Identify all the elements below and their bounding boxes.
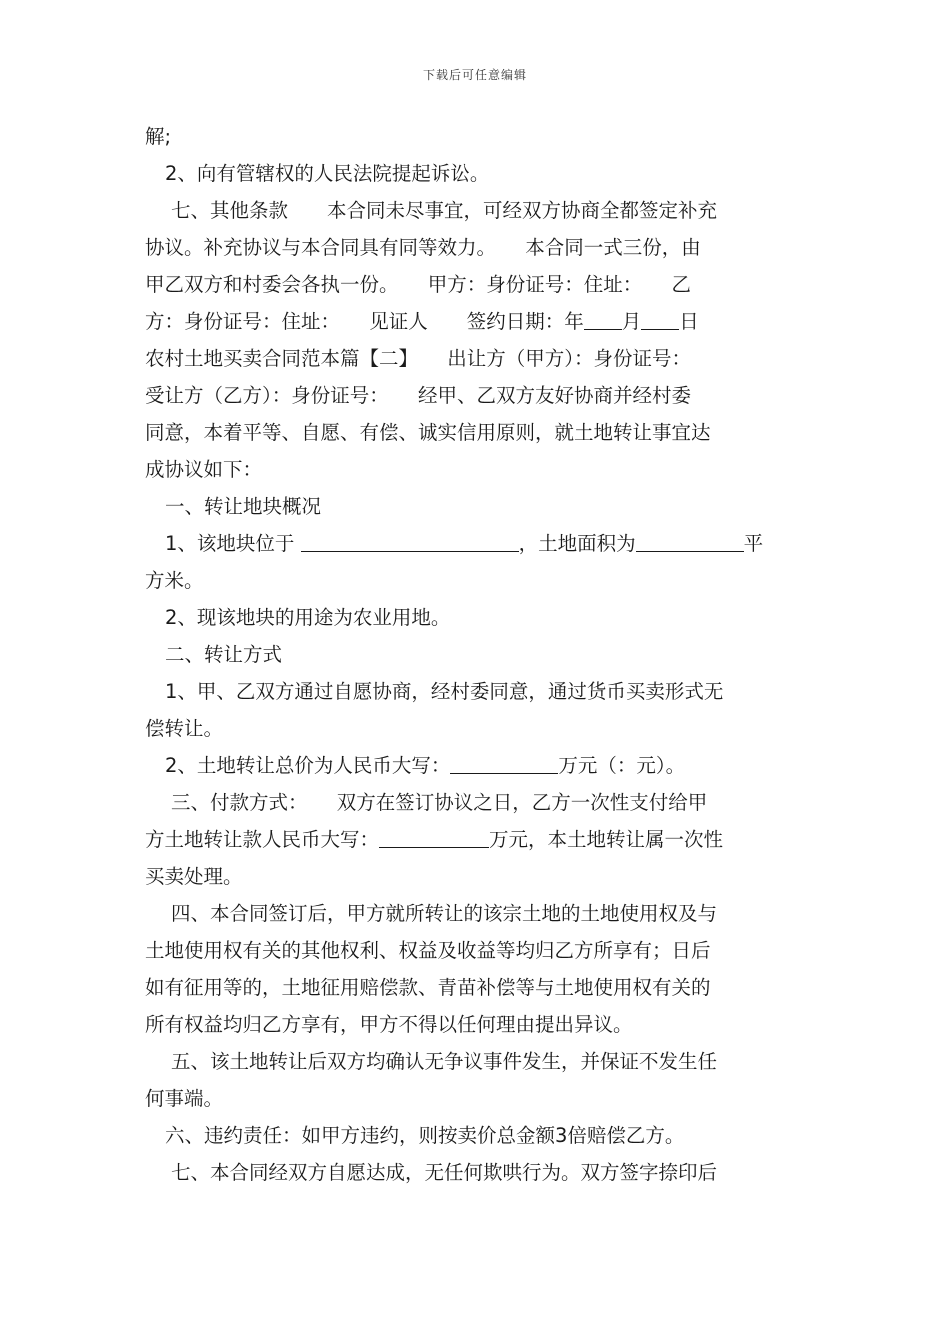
text-line: 三、付款方式： 双方在签订协议之日，乙方一次性支付给甲 — [171, 791, 708, 814]
text-segment: 1、该地块位于 — [165, 532, 295, 555]
text-line: 七、本合同经双方自愿达成，无任何欺哄行为。双方签字捺印后 — [171, 1161, 718, 1184]
text-line: 甲乙双方和村委会各执一份。 甲方：身份证号：住址： 乙 — [145, 273, 692, 296]
section-heading: 二、转让方式 — [165, 643, 283, 666]
text-line — [145, 525, 807, 562]
text-segment: 方土地转让款人民币大写： — [145, 828, 380, 851]
text-line: 1、甲、乙双方通过自愿协商，经村委同意，通过货币买卖形式无 — [165, 680, 724, 703]
text-line: 土地使用权有关的其他权利、权益及收益等均归乙方所享有；日后 — [145, 939, 711, 962]
page-header: 下载后可任意编辑 — [422, 68, 527, 82]
text-segment: 月 — [621, 310, 642, 333]
text-segment: 日 — [679, 310, 699, 333]
text-segment: 万元（：元）。 — [558, 754, 686, 777]
text-line: 所有权益均归乙方享有，甲方不得以任何理由提出异议。 — [145, 1013, 633, 1036]
text-line: 偿转让。 — [145, 717, 224, 740]
blank-line — [641, 307, 679, 330]
text-segment: 方：身份证号：住址： 见证人 签约日期：年 — [145, 310, 584, 333]
text-line: 六、违约责任：如甲方违约，则按卖价总金额3倍赔偿乙方。 — [165, 1124, 685, 1147]
blank-line — [301, 529, 519, 552]
text-line: 如有征用等的，土地征用赔偿款、青苗补偿等与土地使用权有关的 — [145, 976, 711, 999]
text-segment: 2、土地转让总价为人民币大写： — [165, 754, 451, 777]
text-line: 七、其他条款 本合同未尽事宜，可经双方协商全都签定补充 — [171, 199, 718, 222]
text-line: 2、现该地块的用途为农业用地。 — [165, 606, 451, 629]
blank-line — [450, 751, 558, 774]
text-line: 同意，本着平等、自愿、有偿、诚实信用原则，就土地转让事宜达 — [145, 421, 711, 444]
text-line: 农村土地买卖合同范本篇【二】 出让方（甲方）：身份证号： — [145, 347, 692, 370]
text-segment: 平 — [743, 532, 764, 555]
text-line: 何事端。 — [145, 1087, 224, 1110]
text-line: 成协议如下： — [145, 458, 263, 481]
text-line: 五、该土地转让后双方均确认无争议事件发生，并保证不发生任 — [171, 1050, 718, 1073]
document-body — [145, 118, 807, 1191]
blank-line — [379, 825, 489, 848]
text-line — [145, 303, 807, 340]
text-segment: ，土地面积为 — [518, 532, 636, 555]
text-line: 方米。 — [145, 569, 204, 592]
blank-line — [584, 307, 622, 330]
text-line: 解; — [145, 125, 172, 148]
text-line: 受让方（乙方）：身份证号： 经甲、乙双方友好协商并经村委 — [145, 384, 692, 407]
text-line: 四、本合同签订后，甲方就所转让的该宗土地的土地使用权及与 — [171, 902, 718, 925]
blank-line — [636, 529, 744, 552]
text-line: 买卖处理。 — [145, 865, 243, 888]
text-line: 2、向有管辖权的人民法院提起诉讼。 — [165, 162, 490, 185]
text-line — [145, 747, 807, 784]
section-heading: 一、转让地块概况 — [165, 495, 322, 518]
text-line — [145, 821, 807, 858]
text-line: 协议。补充协议与本合同具有同等效力。 本合同一式三份，由 — [145, 236, 701, 259]
text-segment: 万元，本土地转让属一次性 — [489, 828, 724, 851]
